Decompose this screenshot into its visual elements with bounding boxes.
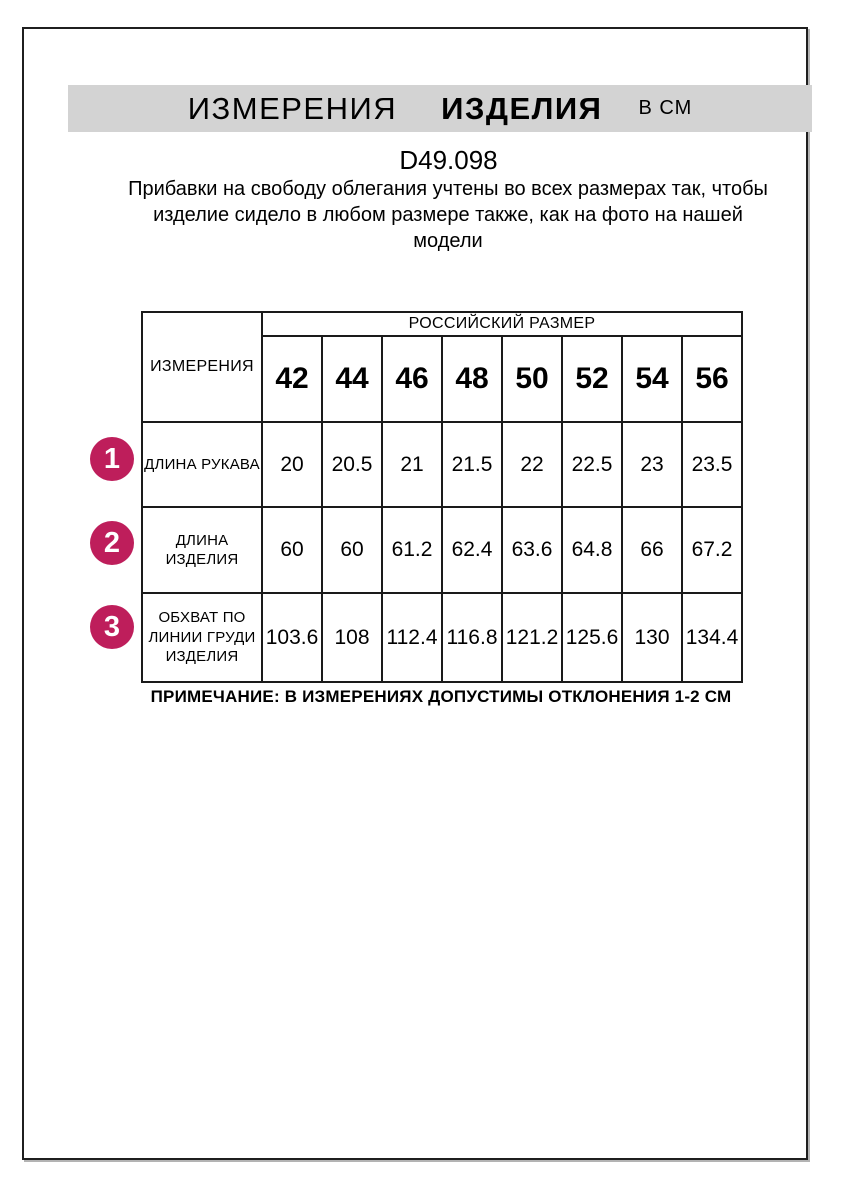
table-cell: 22 [502,422,562,507]
table-cell: 121.2 [502,593,562,682]
table-row-sleeve-length [142,422,742,507]
size-header-56: 56 [682,336,742,422]
table-cell: 61.2 [382,507,442,593]
table-cell: 134.4 [682,593,742,682]
table-cell: 63.6 [502,507,562,593]
product-code: D49.098 [399,145,498,175]
size-header-50: 50 [502,336,562,422]
table-cell: 23.5 [682,422,742,507]
table-cell: 22.5 [562,422,622,507]
table-cell: 21.5 [442,422,502,507]
table-cell: 66 [622,507,682,593]
fit-description-text: Прибавки на свободу облегания учтены во всех размерах так, чтобы изделие сидело в любом размере также, как на фото на нашей модели [128,178,768,252]
row-marker-2 [90,521,134,565]
size-header-52: 52 [562,336,622,422]
table-group-header: РОССИЙСКИЙ РАЗМЕР [262,312,742,336]
row-marker-3 [90,605,134,649]
row-marker-2-number: 2 [103,526,121,559]
title-bar [68,85,812,132]
row-label-item-length: ДЛИНА ИЗДЕЛИЯ [142,507,262,593]
row-label-sleeve-length: ДЛИНА РУКАВА [142,422,262,507]
measurements-table [141,311,743,683]
size-header-54: 54 [622,336,682,422]
page-title-unit: В СМ [638,97,693,119]
table-cell: 23 [622,422,682,507]
size-header-42: 42 [262,336,322,422]
size-header-44: 44 [322,336,382,422]
row-marker-1-number: 1 [103,442,121,475]
table-cell: 60 [322,507,382,593]
page-title-measurements: ИЗМЕРЕНИЯ [187,90,398,126]
table-cell: 103.6 [262,593,322,682]
table-cell: 116.8 [442,593,502,682]
size-header-48: 48 [442,336,502,422]
tolerance-note: ПРИМЕЧАНИЕ: В ИЗМЕРЕНИЯХ ДОПУСТИМЫ ОТКЛОНЕНИЯ 1-2 СМ [150,687,732,706]
table-cell: 67.2 [682,507,742,593]
table-cell: 20.5 [322,422,382,507]
table-cell: 20 [262,422,322,507]
table-cell: 125.6 [562,593,622,682]
table-cell: 64.8 [562,507,622,593]
table-corner-header: ИЗМЕРЕНИЯ [142,312,262,422]
table-group-header-row [142,312,742,336]
page-title-product: ИЗДЕЛИЯ [441,90,603,126]
row-marker-1 [90,437,134,481]
row-marker-3-number: 3 [103,610,121,643]
table-cell: 62.4 [442,507,502,593]
table-cell: 108 [322,593,382,682]
size-header-46: 46 [382,336,442,422]
row-label-chest-girth: ОБХВАТ ПО ЛИНИИ ГРУДИ ИЗДЕЛИЯ [142,593,262,682]
table-cell: 60 [262,507,322,593]
page-border-frame [22,27,808,1160]
table-row-chest-girth [142,593,742,682]
table-cell: 130 [622,593,682,682]
table-cell: 21 [382,422,442,507]
table-cell: 112.4 [382,593,442,682]
table-row-item-length [142,507,742,593]
